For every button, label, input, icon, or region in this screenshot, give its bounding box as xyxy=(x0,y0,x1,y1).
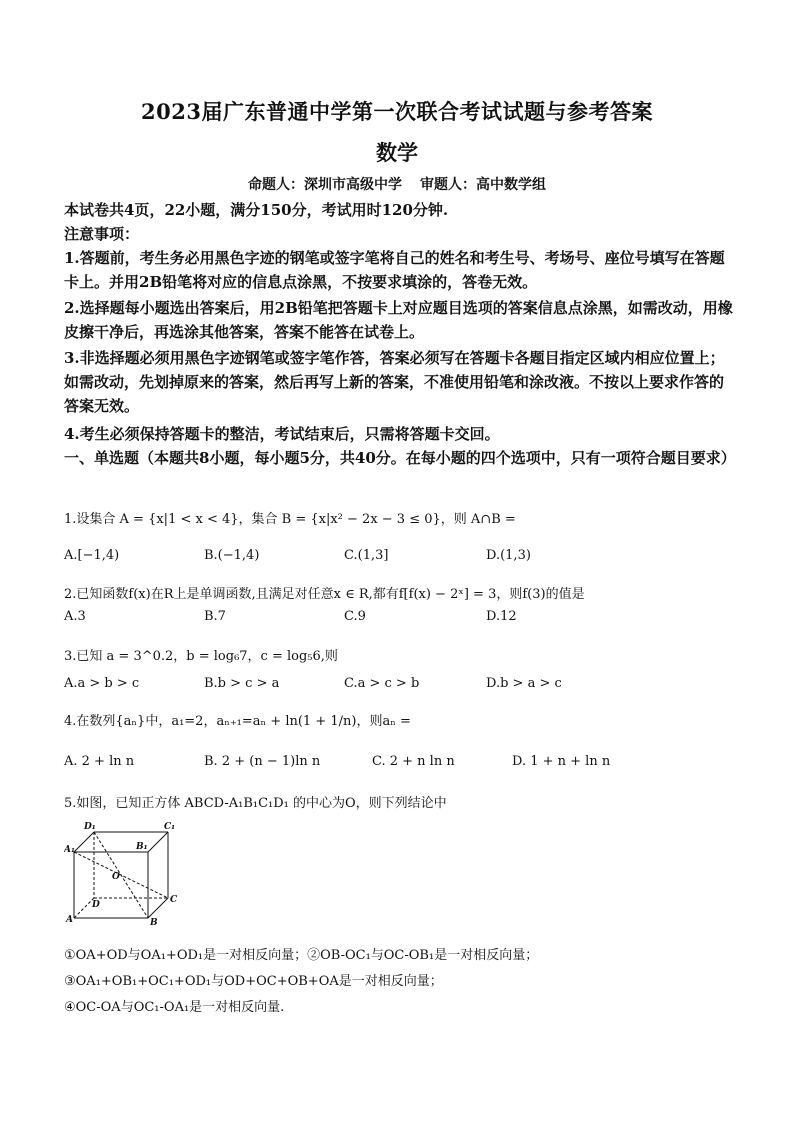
label-c1: C₁ xyxy=(164,822,176,832)
note-3: 3.非选择题必须用黑色字迹钢笔或签字笔作答，答案必须写在答题卡各题目指定区域内相应位置上；如需改动，先划掉原来的答案，然后再写上新的答案，不准使用铅笔和涂改液。不按以上要求作答的答案无效。 xyxy=(64,349,725,415)
author-line xyxy=(0,174,794,194)
q4-option-c: C. 2 + n ln n xyxy=(372,754,455,769)
label-a1: A₁ xyxy=(64,845,75,855)
label-d1: D₁ xyxy=(84,822,96,832)
q2-option-a: A.3 xyxy=(64,609,86,624)
q1-option-c: C.(1,3] xyxy=(344,548,389,563)
setter-text: 命题人：深圳市高级中学 xyxy=(248,177,402,193)
notes-heading: 注意事项： xyxy=(64,225,140,243)
q4-option-b: B. 2 + (n − 1)ln n xyxy=(204,754,321,769)
label-d: D xyxy=(92,900,100,910)
section-heading: 一、单选题（本题共8小题，每小题5分，共40分。在每小题的四个选项中，只有一项符合题目要求） xyxy=(64,449,736,467)
q1-option-d: D.(1,3) xyxy=(486,548,531,563)
label-a: A xyxy=(66,915,73,925)
cube-figure xyxy=(64,818,184,926)
statement-4: ④OC-OA与OC₁-OA₁是一对相反向量. xyxy=(64,1000,285,1015)
intro-text: 本试卷共4页，22小题，满分150分，考试用时120分钟. xyxy=(64,201,449,219)
q4-option-d: D. 1 + n + ln n xyxy=(512,754,611,769)
q4-option-a: A. 2 + ln n xyxy=(64,754,135,769)
statement-1-2: ①OA+OD与OA₁+OD₁是一对相反向量；②OB-OC₁与OC-OB₁是一对相反向量； xyxy=(64,948,539,963)
note-2: 2.选择题每小题选出答案后，用2B铅笔把答题卡上对应题目选项的答案信息点涂黑，如需改动，用橡皮擦干净后，再选涂其他答案，答案不能答在试卷上。 xyxy=(64,299,733,341)
question-1-stem: 1.设集合 A = {x|1 < x < 4}，集合 B = {x|x² − 2x − 3 ≤ 0}，则 A∩B = xyxy=(64,512,516,527)
label-o: O xyxy=(112,872,120,882)
q3-option-c: C.a > c > b xyxy=(344,676,420,691)
reviewer-text: 审题人：高中数学组 xyxy=(420,177,546,193)
q1-option-b: B.(−1,4) xyxy=(204,548,260,563)
q3-option-d: D.b > a > c xyxy=(486,676,562,691)
subject-title: 数学 xyxy=(376,140,418,165)
label-b: B xyxy=(150,918,158,926)
note-4: 4.考生必须保持答题卡的整洁，考试结束后，只需将答题卡交回。 xyxy=(64,425,500,443)
q2-option-c: C.9 xyxy=(344,609,366,624)
question-5-stem: 5.如图，已知正方体 ABCD-A₁B₁C₁D₁ 的中心为O，则下列结论中 xyxy=(64,796,447,811)
question-3-stem: 3.已知 a = 3^0.2，b = log₆7，c = log₅6,则 xyxy=(64,649,338,664)
q2-option-b: B.7 xyxy=(204,609,226,624)
exam-title: 2023届广东普通中学第一次联合考试试题与参考答案 xyxy=(141,99,653,124)
note-1: 1.答题前，考生务必用黑色字迹的钢笔或签字笔将自己的姓名和考生号、考场号、座位号填写在答题卡上。并用2B铅笔将对应的信息点涂黑，不按要求填涂的，答卷无效。 xyxy=(64,249,725,291)
q2-option-d: D.12 xyxy=(486,609,517,624)
q3-option-b: B.b > c > a xyxy=(204,676,280,691)
question-2-stem: 2.已知函数f(x)在R上是单调函数,且满足对任意x ∈ R,都有f[f(x) − 2ˣ] = 3，则f(3)的值是 xyxy=(64,587,585,602)
question-4-stem: 4.在数列{aₙ}中，a₁=2，aₙ₊₁=aₙ + ln(1 + 1/n)，则aₙ = xyxy=(64,714,411,729)
q1-option-a: A.[−1,4) xyxy=(64,548,120,563)
statement-3: ③OA₁+OB₁+OC₁+OD₁与OD+OC+OB+OA是一对相反向量； xyxy=(64,974,443,989)
label-c: C xyxy=(170,895,178,905)
label-b1: B₁ xyxy=(136,842,148,852)
q3-option-a: A.a > b > c xyxy=(64,676,140,691)
